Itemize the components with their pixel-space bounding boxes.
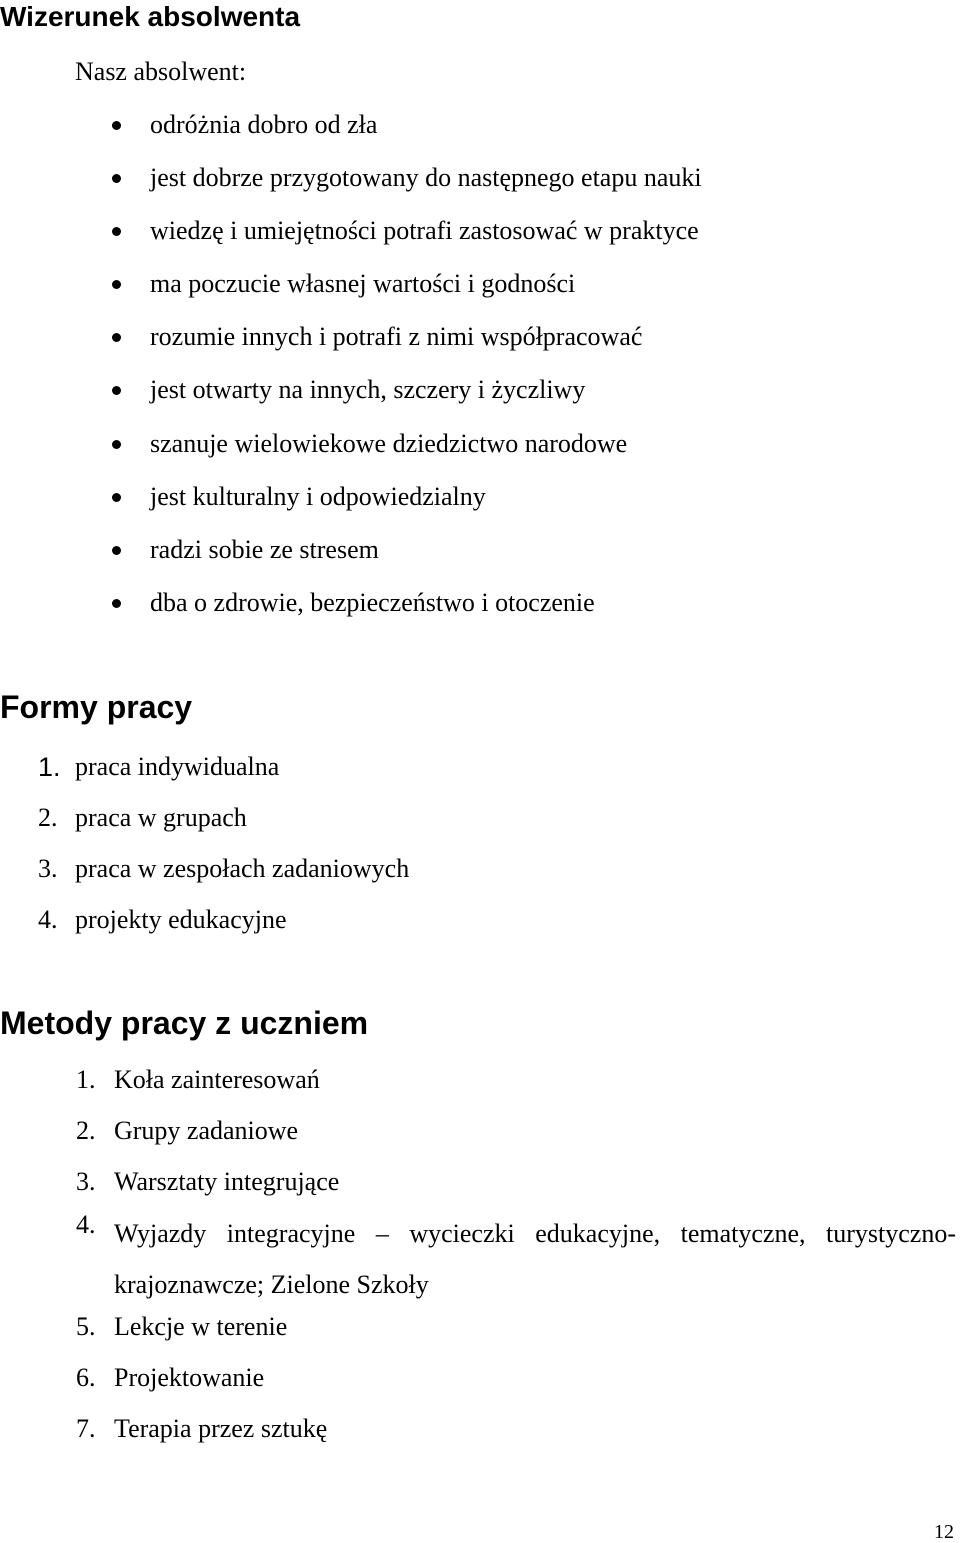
bullet-icon bbox=[112, 493, 121, 502]
list-item-text: jest otwarty na innych, szczery i życzliwy bbox=[150, 375, 586, 405]
list-item bbox=[0, 1412, 960, 1463]
bullet-icon bbox=[112, 386, 121, 395]
bullet-icon bbox=[112, 546, 121, 555]
list-item-text: Wyjazdy integracyjne – wycieczki edukacyjne, tematyczne, turystyczno-krajoznawcze; Zielone Szkoły bbox=[114, 1219, 956, 1299]
list-item-text: Warsztaty integrujące bbox=[114, 1167, 340, 1196]
list-item-text: jest kulturalny i odpowiedzialny bbox=[150, 481, 486, 511]
list-item-text: praca w grupach bbox=[75, 803, 247, 832]
bullet-icon bbox=[112, 440, 121, 449]
list-item-number: 4. bbox=[38, 905, 58, 934]
list-item-number: 7. bbox=[76, 1414, 96, 1443]
list-item-text: projekty edukacyjne bbox=[75, 905, 287, 934]
list-item-text: szanuje wielowiekowe dziedzictwo narodowe bbox=[150, 428, 628, 458]
section-heading-methods: Metody pracy z uczniem bbox=[0, 1005, 369, 1041]
methods-list bbox=[0, 1063, 960, 1463]
list-item-number: 2. bbox=[38, 803, 58, 832]
list-item bbox=[0, 1361, 960, 1412]
list-item-number: 1. bbox=[38, 752, 61, 782]
list-item-text: Projektowanie bbox=[114, 1363, 265, 1392]
list-item-text: jest dobrze przygotowany do następnego etapu nauki bbox=[150, 163, 702, 193]
list-item-text: Lekcje w terenie bbox=[114, 1312, 288, 1341]
list-item-number: 2. bbox=[76, 1116, 96, 1145]
list-item-number: 4. bbox=[76, 1210, 96, 1239]
list-item-number: 1. bbox=[76, 1065, 96, 1094]
bullet-icon bbox=[112, 280, 121, 289]
bullet-icon bbox=[112, 333, 121, 342]
list-item-text: dba o zdrowie, bezpieczeństwo i otoczenie bbox=[150, 587, 595, 617]
bullet-icon bbox=[112, 599, 121, 608]
intro-text: Nasz absolwent: bbox=[75, 57, 247, 86]
bullet-icon bbox=[112, 227, 121, 236]
bullet-icon bbox=[112, 174, 121, 183]
list-item-text: wiedzę i umiejętności potrafi zastosować w praktyce bbox=[150, 216, 699, 246]
list-item-text: ma poczucie własnej wartości i godności bbox=[150, 269, 576, 299]
page-number: 12 bbox=[934, 1521, 954, 1543]
list-item bbox=[0, 1114, 960, 1165]
list-item-text: rozumie innych i potrafi z nimi współpracować bbox=[150, 322, 643, 352]
page-title: Wizerunek absolwenta bbox=[0, 1, 301, 32]
list-item-text: Terapia przez sztukę bbox=[114, 1414, 328, 1443]
list-item-number: 3. bbox=[38, 854, 58, 883]
list-item-text: praca w zespołach zadaniowych bbox=[75, 854, 410, 883]
list-item bbox=[0, 1063, 960, 1114]
list-item bbox=[0, 1310, 960, 1361]
list-item-number: 3. bbox=[76, 1167, 96, 1196]
list-item-text: Koła zainteresowań bbox=[114, 1065, 320, 1094]
list-item-number: 6. bbox=[76, 1363, 96, 1392]
list-item-text: Grupy zadaniowe bbox=[114, 1116, 299, 1145]
list-item-number: 5. bbox=[76, 1312, 96, 1341]
list-item-text: radzi sobie ze stresem bbox=[150, 534, 379, 564]
list-item bbox=[0, 1208, 960, 1310]
bullet-icon bbox=[112, 121, 121, 130]
section-heading-forms: Formy pracy bbox=[0, 689, 193, 725]
list-item-text: odróżnia dobro od zła bbox=[150, 110, 378, 139]
list-item-text: praca indywidualna bbox=[75, 752, 280, 781]
